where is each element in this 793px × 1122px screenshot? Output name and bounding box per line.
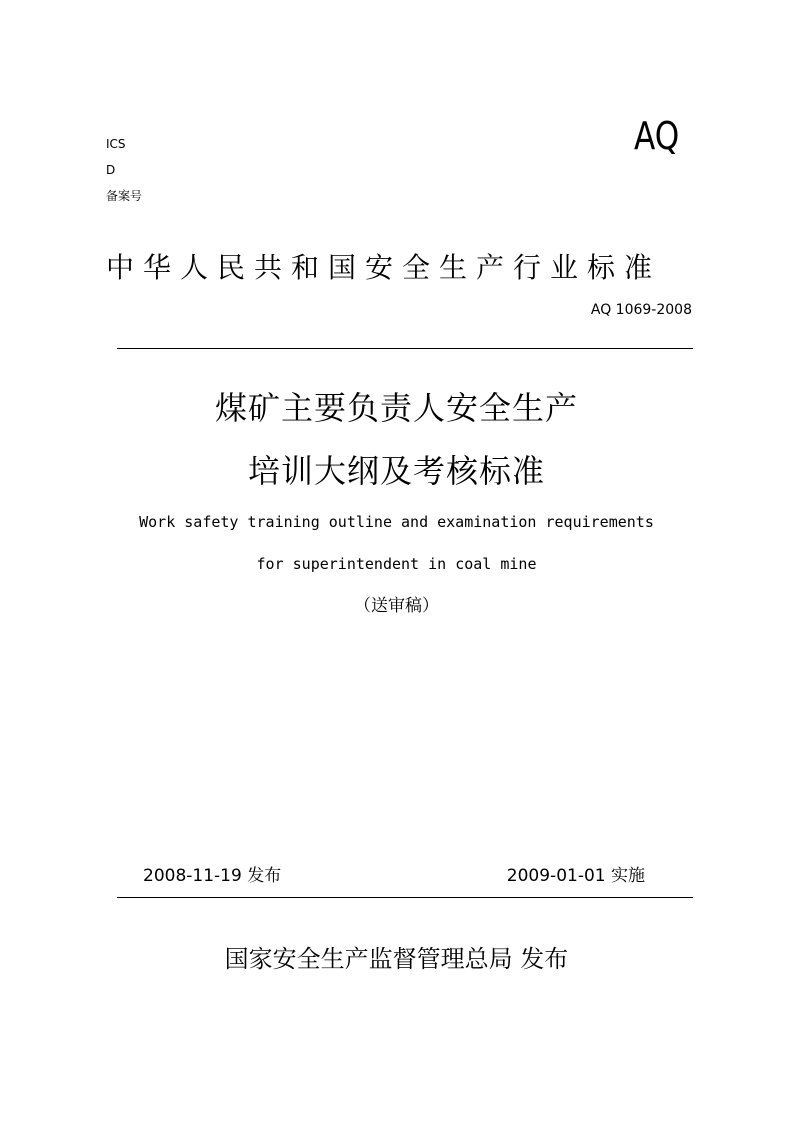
standard-category-heading: 中华人民共和国安全生产行业标准 [106,251,662,284]
bottom-divider [117,897,693,898]
english-title-line-1: Work safety training outline and examination requirements [139,513,654,531]
english-title-line-2: for superintendent in coal mine [256,555,537,573]
standard-brand-mark: AQ [633,114,679,158]
standard-number: AQ 1069-2008 [590,302,692,318]
ics-label: ICS [106,137,126,151]
filing-number-label: 备案号 [106,189,143,203]
draft-status: （送审稿） [354,596,439,616]
classification-code: D [106,163,116,177]
implementation-date: 2009-01-01 实施 [506,866,645,886]
publisher: 国家安全生产监督管理总局 发布 [224,945,569,973]
document-title-line-2: 培训大纲及考核标准 [247,452,545,490]
top-divider [117,348,693,349]
document-title-line-1: 煤矿主要负责人安全生产 [214,389,578,427]
issue-date: 2008-11-19 发布 [143,866,282,886]
